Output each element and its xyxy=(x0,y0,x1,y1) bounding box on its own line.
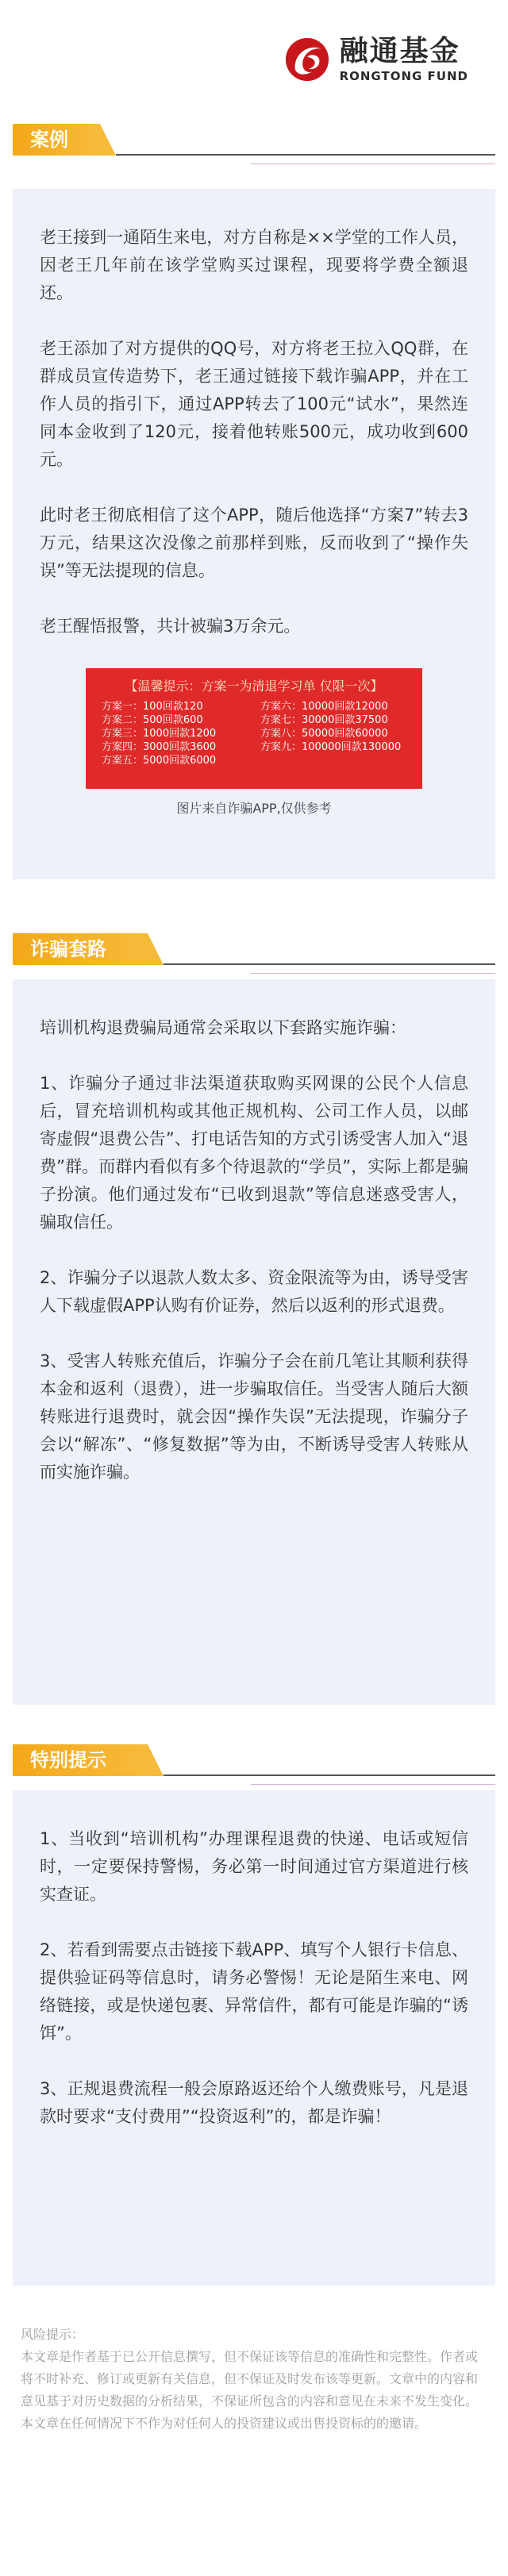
section-underline-accent xyxy=(251,1784,495,1785)
risk-text: 本文章是作者基于已公开信息撰写，但不保证该等信息的准确性和完整性。作者或将不时补充、修订或更新有关信息，但不保证及时发布该等更新。文章中的内容和意见基于对历史数据的分析结果，不保证所包含的内容和意见在未来不发生变化。本文章在任何情况下不作为对任何人的投资建议或出售投资标的的邀请。 xyxy=(21,2349,479,2431)
notice-plan-item: 方案六：10000回款12000 xyxy=(260,701,388,713)
notice-plan-item: 方案二：500回款600 xyxy=(102,714,203,726)
notice-plan-list xyxy=(102,700,406,767)
section-underline-accent xyxy=(251,973,495,974)
section-title-scam: 诈骗套路 xyxy=(13,933,148,965)
section-underline xyxy=(164,1774,495,1776)
notice-plan-item: 方案九：100000回款130000 xyxy=(260,741,402,753)
notice-plan-item xyxy=(260,754,406,767)
image-caption: 图片来自诈骗APP,仅供参考 xyxy=(176,801,332,816)
section-tab-fold xyxy=(148,1744,164,1776)
section-header-case xyxy=(13,124,495,156)
tip-paragraph-3: 3、正规退费流程一般会原路返还给个人缴费账号，凡是退款时要求“支付费用”“投资返利”的，都是诈骗！ xyxy=(40,2079,468,2126)
tip-paragraph-1: 1、当收到“培训机构”办理课程退费的快递、电话或短信时，一定要保持警惕，务必第一时间通过官方渠道进行核实查证。 xyxy=(40,1829,468,1904)
notice-plan-item: 方案一：100回款120 xyxy=(102,701,203,713)
section-header-tips xyxy=(13,1744,495,1776)
scam-app-screenshot xyxy=(86,668,422,789)
tips-card xyxy=(13,1790,495,2286)
risk-title: 风险提示： xyxy=(21,2327,85,2342)
section-underline-accent xyxy=(251,163,495,164)
scam-card xyxy=(13,979,495,1705)
case-paragraph-4: 老王醒悟报警，共计被骗3万余元。 xyxy=(40,617,301,636)
scam-paragraph-3: 3、受害人转账充值后，诈骗分子会在前几笔让其顺利获得本金和返利（退费），进一步骗取信任。当受害人随后大额转账进行退费时，就会因“操作失误”无法提现，诈骗分子会以“解冻”、“修复数据”等为由，不断诱导受害人转账从而实施诈骗。 xyxy=(40,1351,468,1482)
notice-plan-item: 方案八：50000回款60000 xyxy=(260,728,388,740)
tip-paragraph-2: 2、若看到需要点击链接下载APP、填写个人银行卡信息、提供验证码等信息时，请务必警惕！无论是陌生来电、网络链接，或是快递包裹、异常信件，都有可能是诈骗的“诱饵”。 xyxy=(40,1940,468,2043)
section-title-case: 案例 xyxy=(13,124,100,156)
notice-plan-item: 方案七：30000回款37500 xyxy=(260,714,388,726)
case-card xyxy=(13,189,495,879)
case-paragraph-3: 此时老王彻底相信了这个APP，随后他选择“方案7”转去3万元，结果这次没像之前那样到账，反而收到了“操作失误”等无法提现的信息。 xyxy=(40,506,468,580)
case-paragraph-2: 老王添加了对方提供的QQ号，对方将老王拉入QQ群，在群成员宣传造势下，老王通过链接下载诈骗APP，并在工作人员的指引下，通过APP转去了100元“试水”，果然连同本金收到了120元，接着他转账500元，成功收到600元。 xyxy=(40,339,468,469)
brand-name-en: RONGTONG FUND xyxy=(339,69,468,83)
section-tab-fold xyxy=(148,933,164,965)
section-title-tips: 特别提示 xyxy=(13,1744,148,1776)
notice-plan-item: 方案五：5000回款6000 xyxy=(102,755,217,767)
scam-paragraph-intro: 培训机构退费骗局通常会采取以下套路实施诈骗： xyxy=(40,1018,406,1037)
section-header-scam xyxy=(13,933,495,965)
risk-disclaimer xyxy=(21,2324,487,2435)
section-underline xyxy=(164,963,495,965)
section-tab-fold xyxy=(100,124,116,156)
notice-plan-item: 方案四：3000回款3600 xyxy=(102,741,217,753)
notice-plan-item: 方案三：1000回款1200 xyxy=(102,728,217,740)
notice-title: 【温馨提示：方案一为清退学习单 仅限一次】 xyxy=(125,679,383,694)
section-underline xyxy=(116,154,495,156)
scam-paragraph-1: 1、诈骗分子通过非法渠道获取购买网课的公民个人信息后，冒充培训机构或其他正规机构、公司工作人员，以邮寄虚假“退费公告”、打电话告知的方式引诱受害人加入“退费”群。而群内看似有多个待退款的“学员”，实际上都是骗子扮演。他们通过发布“已收到退款”等信息迷惑受害人，骗取信任。 xyxy=(40,1074,468,1232)
rongtong-logo-icon xyxy=(284,37,330,83)
brand-header xyxy=(284,32,468,87)
case-paragraph-1: 老王接到一通陌生来电，对方自称是××学堂的工作人员，因老王几年前在该学堂购买过课程，现要将学费全额退还。 xyxy=(40,228,468,302)
brand-name-cn: 融通基金 xyxy=(339,35,460,67)
scam-paragraph-2: 2、诈骗分子以退款人数太多、资金限流等为由，诱导受害人下载虚假APP认购有价证券，然后以返利的形式退费。 xyxy=(40,1268,468,1315)
